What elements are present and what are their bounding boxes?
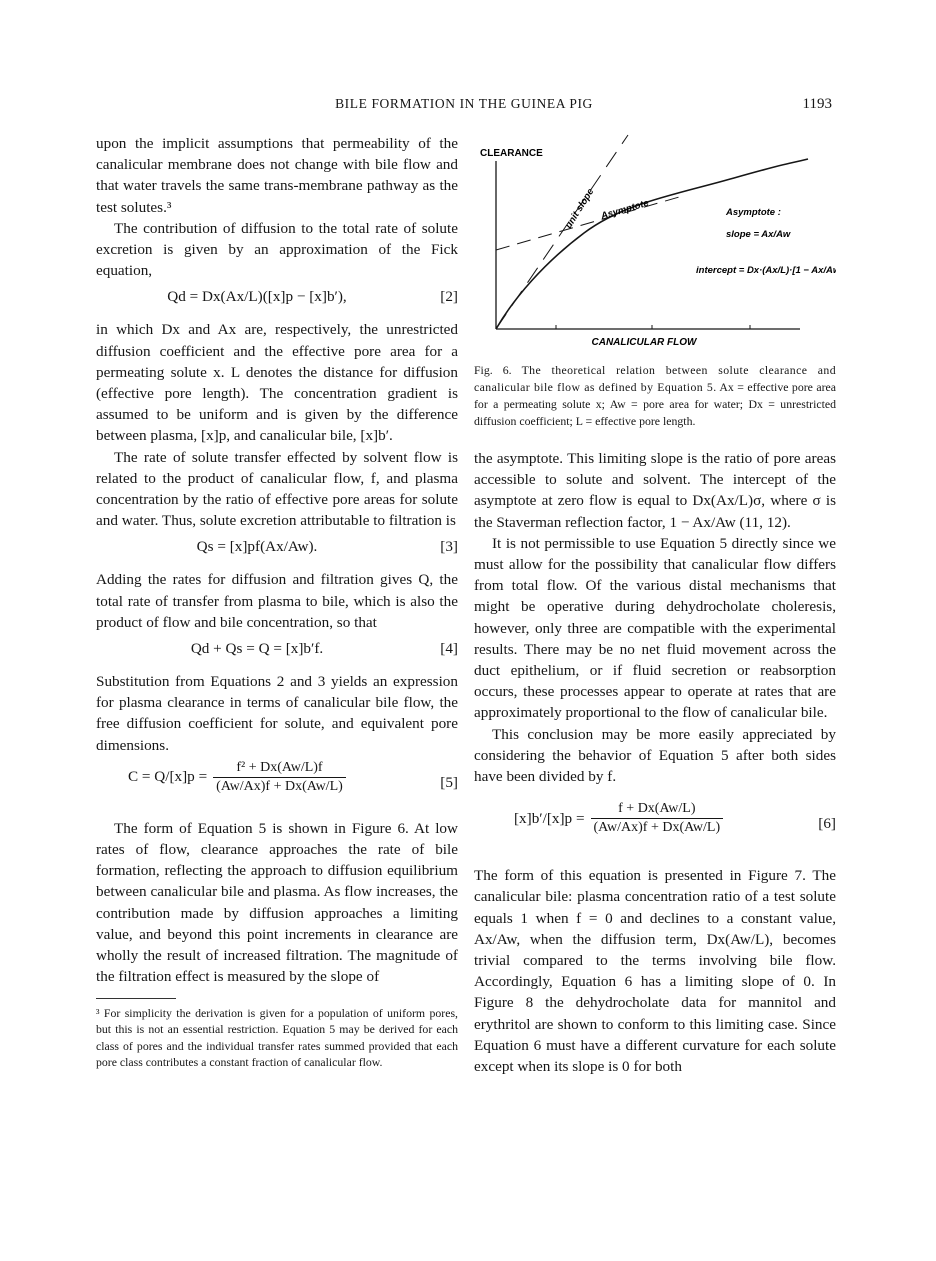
equation-5 bbox=[96, 760, 458, 810]
page-number: 1193 bbox=[802, 96, 832, 112]
note-title: Asymptote : bbox=[726, 207, 781, 218]
paragraph: upon the implicit assumptions that permeability of the canalicular membrane does not change with bile flow and that water travels the same trans-membrane pathway as the test solutes.³ bbox=[96, 135, 458, 216]
equation-4 bbox=[96, 637, 458, 667]
paragraph: The rate of solute transfer effected by solvent flow is related to the product of canalicular flow, f, and plasma concentration by the ratio of effective pore areas for solute and water. Thus, solute excretion attributable to filtration is bbox=[96, 448, 458, 530]
x-axis-label: CANALICULAR FLOW bbox=[591, 337, 697, 348]
spacer bbox=[474, 430, 836, 448]
caption-body: Ax = effective pore area for a permeating solute x; Aw = pore area for water; Dx = unrestricted diffusion coefficient; L = effective pore length. bbox=[474, 380, 836, 428]
equation-3 bbox=[96, 535, 458, 565]
equation-body: Qd + Qs = Q = [x]b′f. bbox=[190, 640, 324, 658]
equation-number: [4] bbox=[440, 640, 458, 658]
paragraph: in which Dx and Ax are, respectively, the unrestricted diffusion coefficient and the effective pore area for a permeating solute x. L denotes the distance for diffusion (effective pore length). The concentration gradient is assumed to be uniform and is given by the difference between plasma, [x]p, and canalicular bile, [x]b′. bbox=[96, 321, 458, 445]
footnote: ³ For simplicity the derivation is given for a population of uniform pores, but this is not an essential restriction. Equation 5 may be derived for each class of pores and the individual transfer rates summed provided that each pore class contributes a constant fraction of canalicular flow. bbox=[96, 1005, 458, 1069]
equation-body: Qs = [x]pf(Ax/Aw). bbox=[196, 538, 318, 556]
figure-6-graph bbox=[474, 133, 836, 348]
paragraph: It is not permissible to use Equation 5 directly since we must allow for the possibility that canalicular flow differs from total flow. Of the various distal mechanisms that might be operative during dehydrocholate choleresis, however, only three are compatible with the experimental results. There may be no net fluid movement across the duct epithelium, or if fluid secretion or reabsorption occurs, these processes appear to operate at rates that are approximately proportional to the flow of canalicular bile. bbox=[474, 534, 836, 722]
equation-number: [5] bbox=[440, 773, 458, 791]
right-column bbox=[474, 133, 836, 1077]
running-head: BILE FORMATION IN THE GUINEA PIG bbox=[335, 96, 593, 111]
note-slope: slope = Ax/Aw bbox=[726, 229, 791, 240]
fraction bbox=[591, 801, 724, 836]
footnote-rule bbox=[96, 998, 176, 999]
equation-number: [6] bbox=[818, 815, 836, 833]
numerator: f + Dx(Aw/L) bbox=[591, 801, 724, 819]
denominator: (Aw/Ax)f + Dx(Aw/L) bbox=[593, 820, 721, 836]
equation-lhs: [x]b′/[x]p = bbox=[514, 809, 585, 827]
equation-6 bbox=[474, 801, 836, 851]
equation-2 bbox=[96, 285, 458, 315]
caption-lead: Fig. 6. bbox=[474, 363, 512, 377]
asymptote-label: Asymptote bbox=[599, 197, 651, 222]
page-header bbox=[96, 96, 832, 116]
figure-caption bbox=[474, 362, 836, 430]
paragraph: This conclusion may be more easily appreciated by considering the behavior of Equation 5 after both sides have been divided by f. bbox=[474, 725, 836, 786]
denominator: (Aw/Ax)f + Dx(Aw/L) bbox=[216, 778, 343, 794]
paragraph: The form of this equation is presented in Figure 7. The canalicular bile: plasma concentration ratio of a test solute equals 1 when f = 0 and declines to a constant value, Ax/Aw, when the diffusion term, Dx(Aw/L), becomes trivial compared to the terms involving bile flow. Accordingly, Equation 6 has a limiting slope of 0. In Figure 8 the dehydrocholate data for mannitol and erythritol are shown to conform to this limiting case. Since Equation 6 must have a different curvature for each solute except when its slope is 0 for both bbox=[474, 867, 836, 1076]
equation-lhs: C = Q/[x]p = bbox=[128, 768, 208, 786]
equation-number: [2] bbox=[440, 288, 458, 306]
equation-number: [3] bbox=[440, 538, 458, 556]
paragraph: the asymptote. This limiting slope is the ratio of pore areas accessible to solute and solvent. The intercept of the asymptote at zero flow is equal to Dx(Ax/L)σ, where σ is the Staverman reflection factor, 1 − Ax/Aw (11, 12). bbox=[474, 450, 836, 531]
paragraph: The form of Equation 5 is shown in Figure 6. At low rates of flow, clearance approaches the rate of bile formation, reflecting the approach to diffusion equilibrium between canalicular bile and plasma. As flow increases, the contribution made by diffusion approaches a limiting value, and beyond this point increments in clearance are wholly the result of increased filtration. The magnitude of the filtration effect is measured by the slope of bbox=[96, 819, 458, 986]
caption-title: The theoretical relation between solute clearance and canalicular bile flow as defined by Equation 5. bbox=[474, 363, 836, 394]
note-intercept: intercept = Dx·(Ax/L)·[1 − Ax/Aw] bbox=[696, 265, 836, 276]
paragraph: The contribution of diffusion to the total rate of solute excretion is given by an approximation of the Fick equation, bbox=[96, 219, 458, 280]
unit-slope-label: unit slope bbox=[563, 186, 597, 231]
clearance-curve bbox=[496, 159, 808, 329]
figure-6 bbox=[474, 133, 836, 348]
fraction bbox=[213, 760, 346, 795]
y-axis-label: CLEARANCE bbox=[480, 148, 543, 159]
equation-body: Qd = Dx(Ax/L)([x]p − [x]b′), bbox=[167, 288, 347, 306]
left-column bbox=[96, 133, 458, 1071]
paragraph: Substitution from Equations 2 and 3 yields an expression for plasma clearance in terms of canalicular bile flow, the free diffusion coefficient for solute, and equivalent pore dimensions. bbox=[96, 673, 458, 754]
numerator: f² + Dx(Aw/L)f bbox=[213, 760, 346, 778]
asymptote-line bbox=[496, 195, 686, 250]
paragraph: Adding the rates for diffusion and filtration gives Q, the total rate of transfer from plasma to bile, which is also the product of flow and bile concentration, so that bbox=[96, 571, 458, 631]
